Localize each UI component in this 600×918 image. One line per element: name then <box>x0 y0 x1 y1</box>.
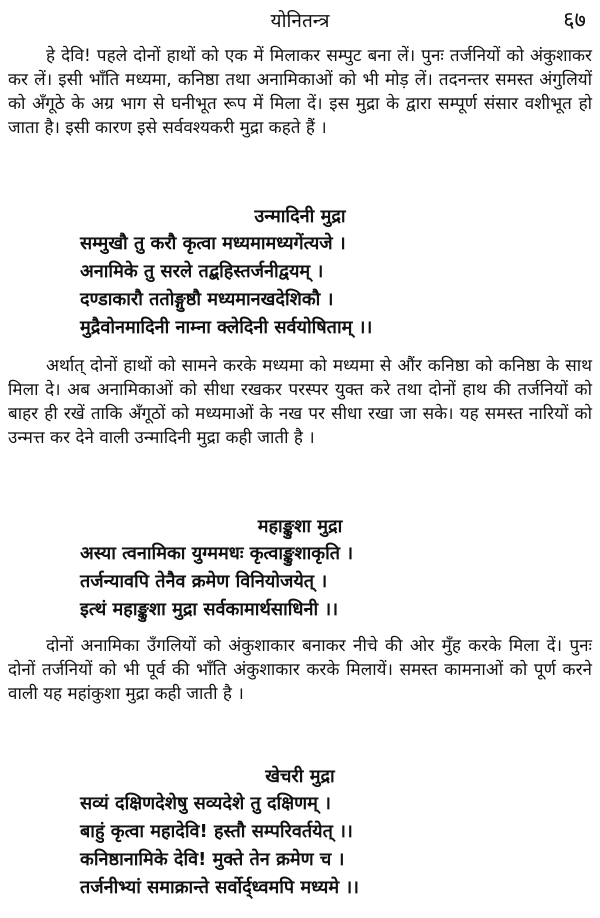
unmadini-section <box>8 204 592 342</box>
khechari-section <box>8 764 592 902</box>
unmadini-verse-2: अनामिके तु सरले तद्बहिस्तर्जनीद्वयम् । <box>80 261 324 282</box>
khechari-verse-4: तर्जनीभ्यां समाक्रान्ते सर्वोर्द्ध्वमपि मध्यमे ।। <box>80 877 360 898</box>
unmadini-heading: उन्मादिनी मुद्रा <box>254 206 346 227</box>
mahankusha-verse-2: तर्जन्यावपि तेनैव क्रमेण विनियोजयेत् । <box>80 571 328 592</box>
unmadini-verse-4: मुद्रैवोनमादिनी नाम्ना क्लेदिनी सर्वयोषिताम् ।। <box>80 317 373 338</box>
unmadini-verse-1: सम्मुखौ तु करौ कृत्वा मध्यमामध्यगेंत्यजे । <box>80 233 346 254</box>
page-number: ६७ <box>563 8 586 33</box>
unmadini-explanation <box>8 354 592 450</box>
mahankusha-verse-3: इत्थं महाङ्कुशा मुद्रा सर्वकामार्थसाधिनी ।। <box>80 599 339 620</box>
mahankusha-verse-1: अस्या त्वनामिका युग्ममधः कृत्वाङ्कुशाकृति । <box>80 543 354 564</box>
khechari-heading: खेचरी मुद्रा <box>265 766 335 787</box>
khechari-verse-1: सव्यं दक्षिणदेशेषु सव्यदेशे तु दक्षिणम् । <box>80 793 331 814</box>
mahankusha-section <box>8 514 592 624</box>
running-head <box>0 6 600 36</box>
running-title: योनितन्त्र <box>270 10 330 32</box>
unmadini-paragraph: अर्थात् दोनों हाथों को सामने करके मध्यमा को मध्यमा से औंर कनिष्ठा को कनिष्ठा के साथ मिला दे। अब अनामिकाओं को सीधा रखकर परस्पर युक्त करे तथा दोनों हाथ की तर्जनियों को बाहर ही रखें ताकि अँगूठों को मध्यमाओं के नख पर सीधा रखा जा सके। यह समस्त नारियों को उन्मत्त कर देने वाली उन्मादिनी मुद्रा कही जाती है । <box>8 356 592 448</box>
intro-paragraph: हे देवि! पहले दोनों हाथों को एक में मिलाकर सम्पुट बना लें। पुनः तर्जनियों को अंकुशाकर कर लें। इसी भाँति मध्यमा, कनिष्ठा तथा अनामिकाओं को भी मोड़ लें। तदनन्तर समस्त अंगुलियों को अँगूठे के अग्र भाग से घनीभूत रूप में मिला दें। इस मुद्रा के द्वारा सम्पूर्ण संसार वशीभूत हो जाता है। इसी कारण इसे सर्ववश्यकरी मुद्रा कहते हैं । <box>8 46 592 138</box>
intro-section <box>8 44 592 140</box>
khechari-verse-2: बाहुं कृत्वा महादेवि! हस्तौ सम्परिवर्तयेत् ।। <box>80 821 353 842</box>
mahankusha-explanation <box>8 634 592 706</box>
mahankusha-heading: महाङ्कुशा मुद्रा <box>257 516 343 537</box>
unmadini-verse-3: दण्डाकारौ ततोङ्गुष्ठौ मध्यमानखदेशिकौ । <box>80 289 334 310</box>
mahankusha-paragraph: दोनों अनामिका उँगलियों को अंकुशाकार बनाकर नीचे की ओर मुँह करके मिला दें। पुनः दोनों तर्जनियों को भी पूर्व की भाँति अंकुशाकार करके मिलायें। समस्त कामनाओं को पूर्ण करने वाली यह महांकुशा मुद्रा कही जाती है । <box>8 636 592 704</box>
khechari-verse-3: कनिष्ठानामिके देवि! मुक्ते तेन क्रमेण च । <box>80 849 345 870</box>
